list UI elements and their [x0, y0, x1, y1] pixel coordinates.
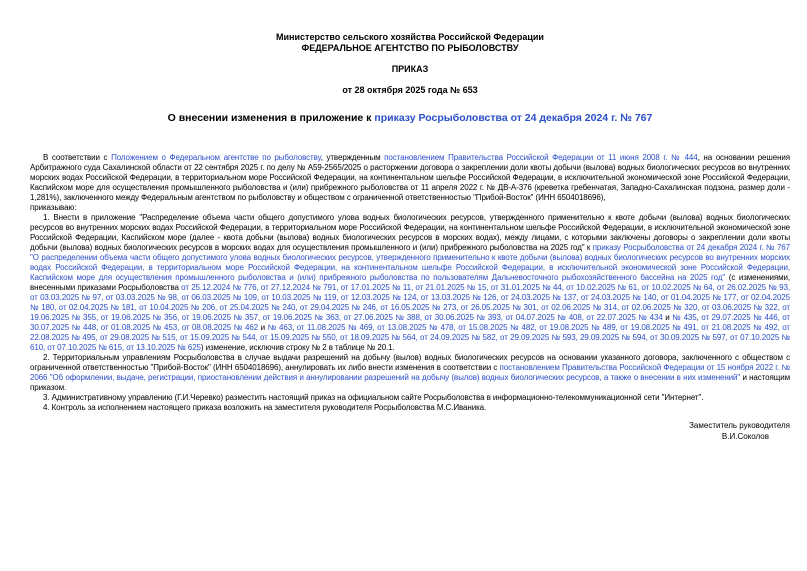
text-run: и — [258, 323, 268, 332]
document-link[interactable]: от 29.07.2025 № 446, от 30.07.2025 № 448, от 01.08.2025 № 453, от 08.08.2025 № 462 — [30, 313, 790, 332]
document-link[interactable]: приказу Росрыболовства от 24 декабря 2024 г. № 767 "О распределении объема части общего допустимого улова водных биологических ресурсов, утвержденного применительно к квоте добычи (вылова) водных биологических ресурсов во внутренних морских водах Российской Федерации, в территориальном море Российской Федерации, на континентальном шельфе Российской Федерации, в исключительной экономической зоне Российской Федерации, Каспийском море для осуществления промышленного рыболовства и (или) прибрежного рыболовства по пользователям Дальневосточного рыбохозяйственного бассейна на 2025 год" — [30, 243, 790, 282]
document-link[interactable]: приказу Росрыболовства от 24 декабря 2024 г. № 767 — [374, 112, 653, 124]
document-link[interactable]: от 25.12.2024 № 776, от 27.12.2024 № 791, от 17.01.2025 № 11, от 21.01.2025 № 15, от 31.01.2025 № 44, от 10.02.2025 № 61, от 10.02.2025 № 64, от 26.02.2025 № 93, от 03.03.2025 № 97, от 03.03.2025 № 98, от 06.03.2025 № 109, от 10.03.2025 № 119, от 12.03.2025 № 124, от 13.03.2025 № 126, от 24.03.2025 № 137, от 24.03.2025 № 140, от 01.04.2025 № 177, от 02.04.2025 № 180, от 02.04.2025 № 181, от 10.04.2025 № 206, от 25.04.2025 № 240, от 29.04.2025 № 246, от 16.05.2025 № 273, от 26.05.2025 № 301, от 02.06.2025 № 314, от 02.06.2025 № 320, от 03.06.2025 № 322, от 19.06.2025 № 355, от 19.06.2025 № 356, от 19.06.2025 № 357, от 19.06.2025 № 363, от 27.06.2025 № 388, от 30.06.2025 № 393, от 04.07.2025 № 408, от 22.07.2025 № 434 — [30, 283, 790, 322]
text-run: , — [292, 323, 297, 332]
document-link[interactable]: Положением о Федеральном агентстве по рыболовству — [111, 153, 321, 162]
text-run: ) изменение, исключив строку № 2 в таблице № 20.1. — [200, 343, 395, 352]
text-run: О внесении изменения в приложение к — [167, 112, 375, 124]
order-word: приказываю: — [30, 203, 77, 212]
signature-name: В.И.Соколов — [721, 431, 769, 441]
signature-position: Заместитель руководителя — [689, 421, 790, 430]
agency-name: ФЕДЕРАЛЬНОЕ АГЕНТСТВО ПО РЫБОЛОВСТВУ — [301, 43, 519, 53]
text-run: В соответствии с — [43, 153, 112, 162]
document-type-label: ПРИКАЗ — [391, 64, 429, 74]
document-title — [30, 112, 790, 125]
order-item-3: 3. Административному управлению (Г.И.Черевко) разместить настоящий приказ на официальном сайте Росрыболовства в информационно-телекоммуникационной сети "Интернет". — [43, 393, 704, 402]
text-run: 2. Территориальным управлениям Росрыболовства в случае выдачи разрешений на добычу (вылов) водных биологических ресурсов на основании указанного договора, заключенного с обществом с ограниченной ответственностью "Прибой-Восток" (ИНН 6504018696), аннулировать их либо внести изменения в соответствии с — [30, 353, 790, 372]
ministry-name: Министерство сельского хозяйства Российской Федерации — [276, 32, 544, 42]
order-item-2 — [30, 353, 790, 393]
document-body — [30, 153, 790, 413]
document-link[interactable]: от 11.08.2025 № 469, от 13.08.2025 № 478, от 15.08.2025 № 482, от 19.08.2025 № 489, от 19.08.2025 № 491, от 21.08.2025 № 492, от 22.08.2025 № 495, от 29.08.2025 № 515, от 15.09.2025 № 544, от 15.09.2025 № 550, от 18.09.2025 № 564, от 24.09.2025 № 582, от 29.09.2025 № 593, 29.09.2025 № 594, от 30.09.2025 № 597, от 07.10.2025 № 610, от 07.10.2025 № 615, от 13.10.2025 № 625 — [30, 323, 791, 352]
document-link[interactable]: № 435 — [672, 313, 697, 322]
paragraph-intro — [30, 153, 790, 203]
text-run: , на основании решения Арбитражного суда Сахалинской области от 22 сентября 2025 г. по делу № А59-2565/2025 о расторжении договора о закреплении доли квоты добычи (вылова) водных биологических ресурсов во внутренних морских водах Российской Федерации, в территориальном море Российской Федерации, на континентальном шельфе Российской Федерации, в исключительной экономической зоне Российской Федерации, Каспийском море для осуществления промышленного рыболовства и (или) прибрежного рыболовства от 11 апреля 2022 г. № ДВ-А-376 (креветка гребенчатая, Западно-Сахалинская подзона, размер доли - 1,281%), заключенного между Федеральным агентством по рыболовству и обществом с ограниченной ответственностью "Прибой-Восток" (ИНН 6504018696), — [30, 153, 790, 202]
document-date-number: от 28 октября 2025 года № 653 — [342, 85, 478, 95]
text-run: и — [662, 313, 673, 322]
document-header — [30, 32, 790, 125]
document-link[interactable]: № 463 — [267, 323, 293, 332]
document-link[interactable]: постановлением Правительства Российской Федерации от 15 ноября 2022 г. № 2066 "Об оформлении, выдаче, регистрации, приостановлении действия и аннулировании разрешений на добычу (вылов) водных биологических ресурсов, а также о внесении в них изменений" — [30, 363, 790, 382]
text-run: и настоящим приказом. — [30, 373, 790, 392]
order-item-1 — [30, 213, 790, 353]
text-run: 1. Внести в приложение "Распределение объема части общего допустимого улова водных биологических ресурсов, утвержденного применительно к квоте добычи (вылова) водных биологических ресурсов во внутренних морских водах Российской Федерации, в территориальном море Российской Федерации, на континентальном шельфе Российской Федерации, в исключительной экономической зоне Российской Федерации, Каспийском море (далее - квота добычи (вылова) водных биологических ресурсов в морских водах), между лицами, с которыми заключены договоры о закреплении доли квоты добычи (вылова) водных биологических ресурсов в морских водах для осуществления промышленного и (или) прибрежного рыболовства на 2025 год" к — [30, 213, 790, 252]
text-run: , утвержденным — [320, 153, 385, 162]
document-link[interactable]: постановлением Правительства Российской Федерации от 11 июня 2008 г. № 444 — [384, 153, 698, 162]
text-run: , — [696, 313, 702, 322]
signature-block — [30, 421, 790, 442]
order-item-4: 4. Контроль за исполнением настоящего приказа возложить на заместителя руководителя Росрыболовства М.С.Иваника. — [43, 403, 487, 412]
text-run: (с изменениями, внесенными приказами Росрыболовства — [30, 273, 790, 292]
